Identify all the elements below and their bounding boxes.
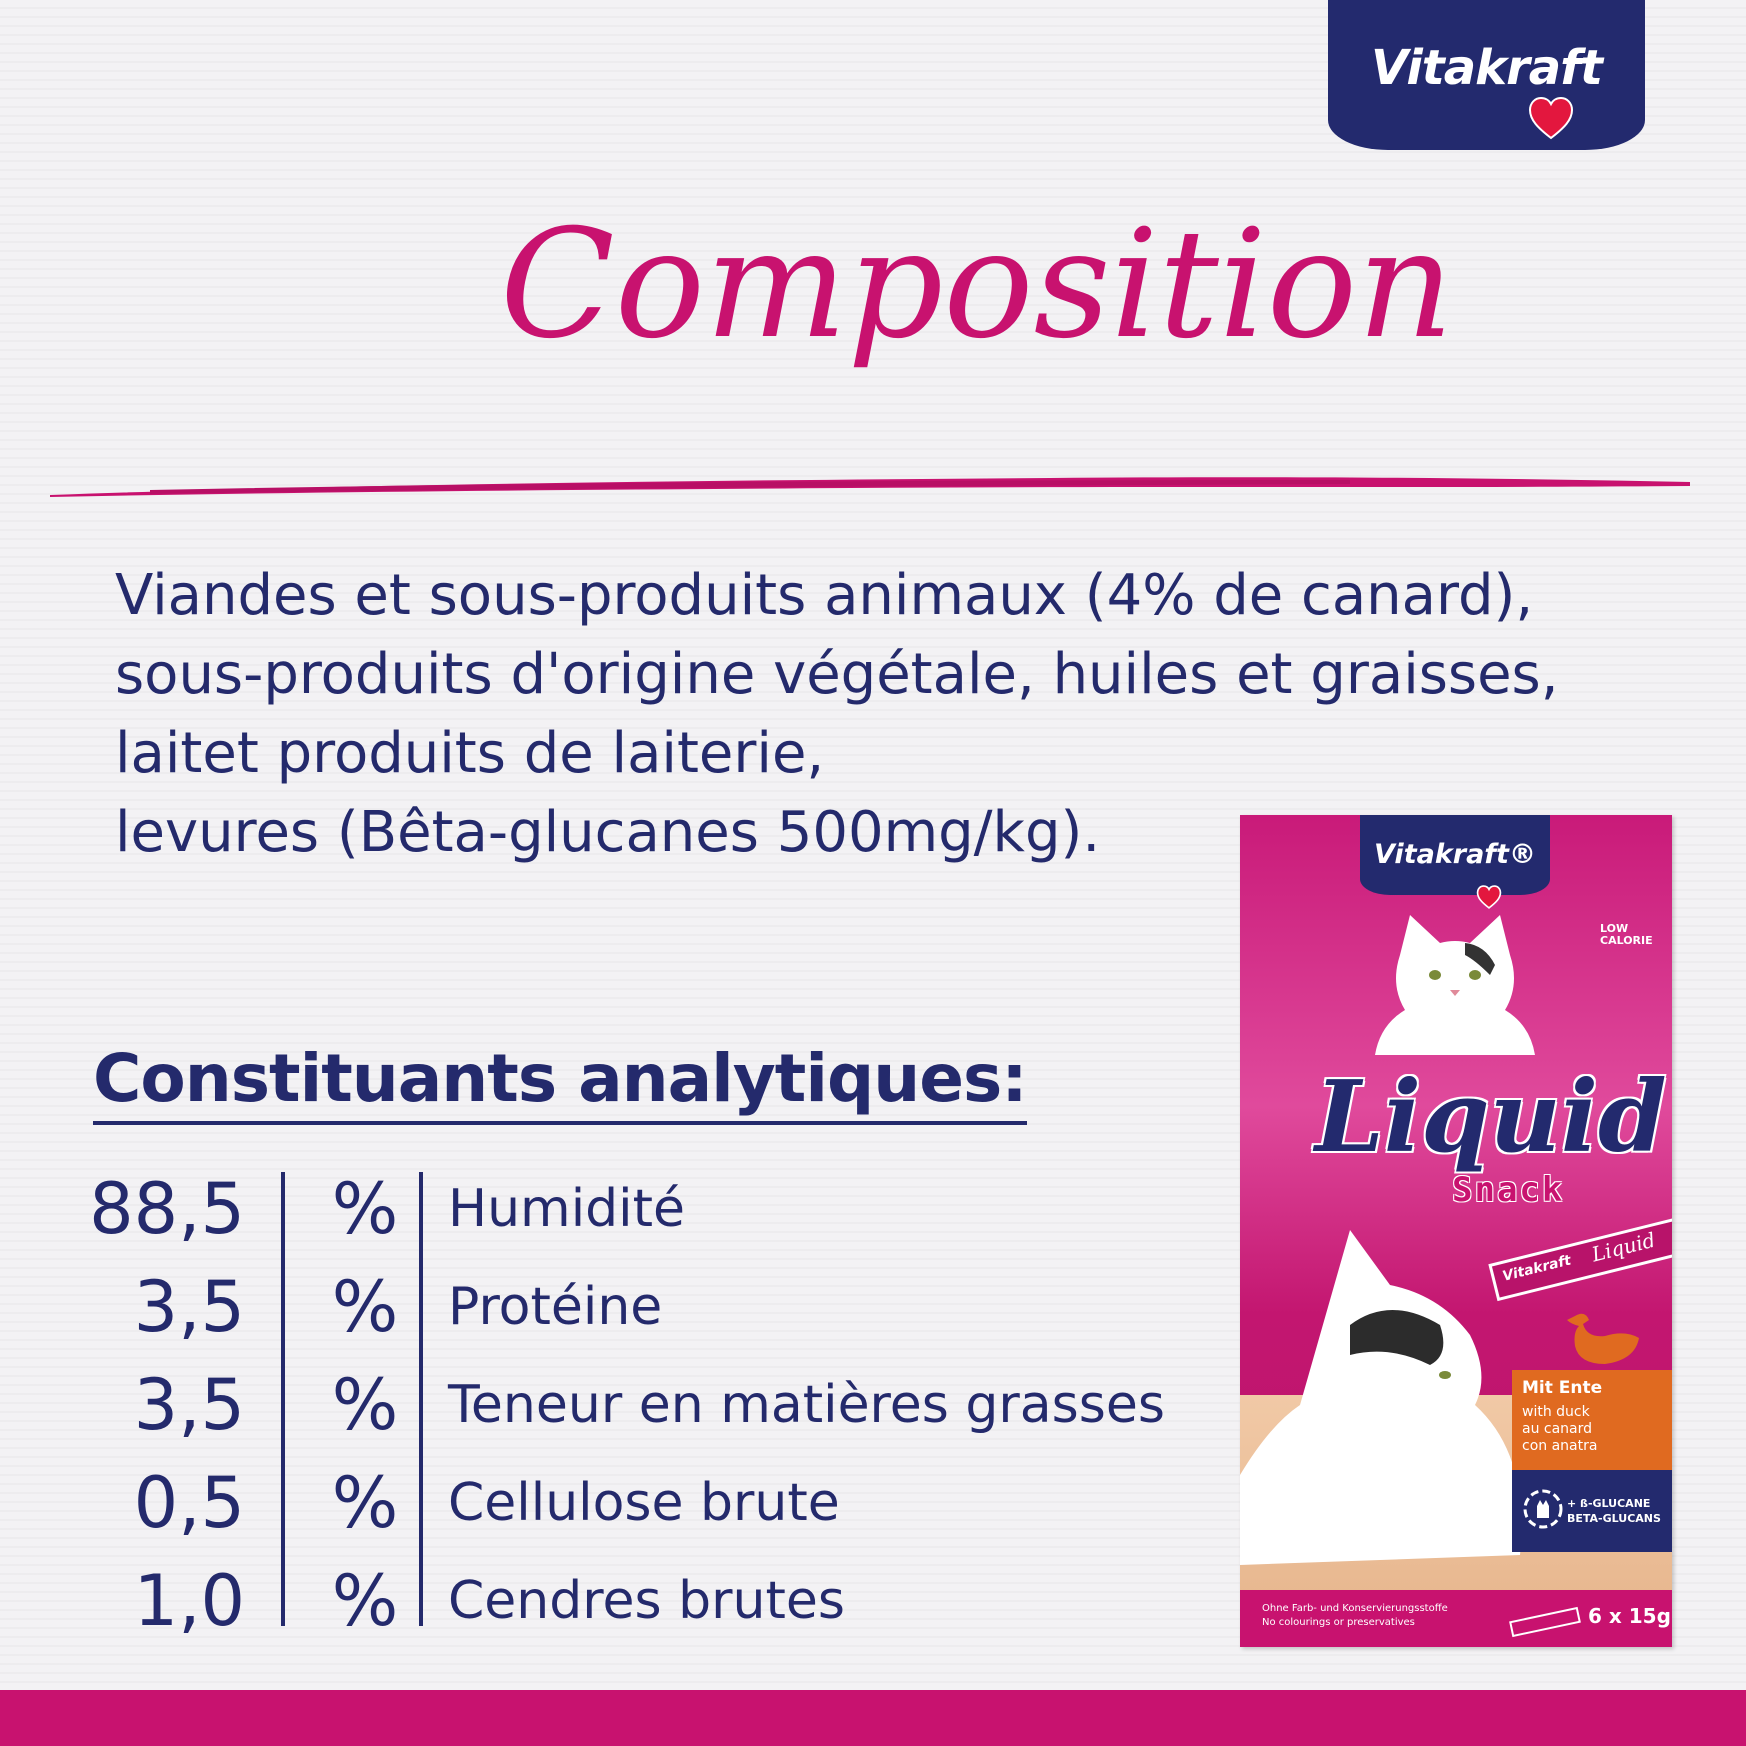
- constituent-label: Protéine: [448, 1277, 663, 1337]
- constituent-unit: %: [331, 1168, 399, 1250]
- analytic-heading: Constituants analytiques:: [93, 1040, 1027, 1125]
- footer-note-line: No colourings or preservatives: [1262, 1617, 1415, 1628]
- constituent-value: 1,0: [133, 1560, 245, 1642]
- constituent-unit: %: [331, 1560, 399, 1642]
- composition-line: Viandes et sous-produits animaux (4% de canard),: [115, 563, 1534, 628]
- low-calorie-line: CALORIE: [1600, 934, 1653, 947]
- beta-line: BETA-GLUCANS: [1567, 1512, 1661, 1525]
- table-divider: [419, 1172, 423, 1626]
- beta-glucan-panel: [1512, 1470, 1672, 1552]
- quantity-label: 6 x 15g: [1588, 1604, 1671, 1628]
- composition-line: laitet produits de laiterie,: [115, 721, 825, 786]
- constituent-value: 3,5: [133, 1266, 245, 1348]
- heart-icon: [1528, 96, 1574, 140]
- constituent-value: 88,5: [89, 1168, 245, 1250]
- table-row: [80, 1552, 1130, 1650]
- constituent-value: 3,5: [133, 1364, 245, 1446]
- flavour-main: Mit Ente: [1522, 1378, 1603, 1398]
- constituent-label: Cendres brutes: [448, 1571, 845, 1631]
- heart-icon: [1476, 885, 1502, 909]
- stick-icon: [1509, 1607, 1581, 1637]
- constituent-unit: %: [331, 1462, 399, 1544]
- constituent-unit: %: [331, 1266, 399, 1348]
- low-calorie-badge: [1600, 923, 1660, 947]
- product-logo: [1360, 815, 1550, 895]
- beta-line: + ß-GLUCANE: [1567, 1497, 1651, 1510]
- brush-divider: [50, 470, 1690, 500]
- constituent-value: 0,5: [133, 1462, 245, 1544]
- page-title: Composition: [500, 198, 1454, 372]
- product-footer: [1240, 1590, 1672, 1647]
- table-row: [80, 1356, 1165, 1454]
- constituent-label: Teneur en matières grasses: [448, 1375, 1165, 1435]
- footer-note: [1262, 1602, 1448, 1630]
- constituent-label: Cellulose brute: [448, 1473, 840, 1533]
- flavour-translations: [1522, 1404, 1597, 1455]
- logo-text: Vitakraft: [1371, 40, 1602, 96]
- cat-icon: [1522, 1488, 1564, 1530]
- cat-icon: [1370, 915, 1540, 1065]
- table-row: [80, 1258, 1130, 1356]
- vitakraft-logo: [1328, 0, 1645, 150]
- bottom-bar: [0, 1690, 1746, 1746]
- cat-icon: [1240, 1225, 1530, 1585]
- table-divider: [281, 1172, 285, 1626]
- flavour-line: au canard: [1522, 1421, 1593, 1437]
- constituent-unit: %: [331, 1364, 399, 1446]
- composition-line: sous-produits d'origine végétale, huiles et graisses,: [115, 642, 1559, 707]
- low-calorie-line: LOW: [1600, 922, 1629, 935]
- duck-icon: [1565, 1310, 1645, 1370]
- table-row: [80, 1454, 1130, 1552]
- product-subname: Snack: [1452, 1170, 1565, 1210]
- flavour-line: con anatra: [1522, 1438, 1598, 1454]
- stick-brand: Vitakraft: [1500, 1252, 1573, 1285]
- stick-name: Liquid: [1589, 1227, 1658, 1267]
- beta-glucan-text: [1567, 1496, 1661, 1526]
- table-row: [80, 1160, 1130, 1258]
- footer-note-line: Ohne Farb- und Konservierungsstoffe: [1262, 1603, 1448, 1614]
- flavour-panel: [1512, 1370, 1672, 1470]
- product-box: [1240, 815, 1672, 1647]
- flavour-line: with duck: [1522, 1404, 1590, 1420]
- product-name: Liquid: [1315, 1060, 1667, 1175]
- composition-line: levures (Bêta-glucanes 500mg/kg).: [115, 800, 1101, 865]
- constituent-label: Humidité: [448, 1179, 685, 1239]
- product-logo-text: Vitakraft®: [1374, 839, 1536, 870]
